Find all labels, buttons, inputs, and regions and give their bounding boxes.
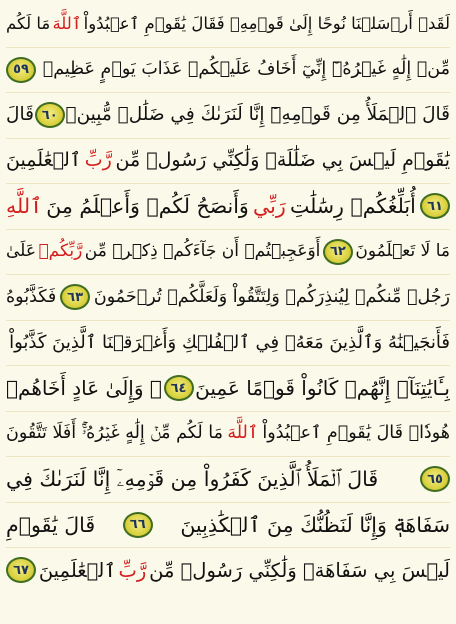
verse-text: بِـَٔايَٰتِنَآۚ إِنَّهُمۡ كَانُواْ قَوۡمًا عَمِينَ <box>195 376 450 401</box>
verse-text: قَالَ ٱلۡمَلَأُ مِن قَوۡمِهِۦٓ إِنَّا لَنَرَىٰكَ فِي ضَلَٰلٖ مُّبِينٖ <box>65 104 450 125</box>
verse-number-marker: ٥٩ <box>6 57 36 83</box>
text-line <box>6 93 450 139</box>
divine-name: ٱللَّهَ <box>227 423 259 443</box>
verse-number-marker: ٦١ <box>420 193 450 219</box>
verse-text: قَالَ <box>6 104 34 125</box>
verse-text: سَفَاهَةٖ وَإِنَّا لَنَظُنُّكَ مِنَ ٱلۡكَٰذِبِينَ <box>180 512 450 537</box>
divine-name: رَّبِّكُمۡ <box>38 241 83 262</box>
verse-text: قَالَ ٱلۡمَلَأُ ٱلَّذِينَ كَفَرُواْ مِن قَوۡمِهِۦٓ إِنَّا لَنَرَىٰكَ فِي <box>6 467 379 491</box>
text-line <box>6 184 450 230</box>
verse-text: هُودٗاۚ قَالَ يَٰقَوۡمِ ٱعۡبُدُواْ <box>262 423 450 443</box>
verse-number-marker: ٦٤ <box>164 375 194 401</box>
text-line <box>6 275 450 321</box>
divine-name: رَبِّي <box>253 194 286 218</box>
verse-number-marker: ٦٠ <box>35 102 65 128</box>
text-line <box>6 2 450 48</box>
verse-text: لَيۡسَ بِي سَفَاهَةٞ وَلَٰكِنِّي رَسُولٞ مِّن <box>149 558 450 582</box>
text-line <box>6 48 450 94</box>
verse-number-marker: ٦٦ <box>123 512 153 538</box>
divine-name: رَّبِّ <box>118 558 147 582</box>
verse-text: فَكَذَّبُوهُ <box>6 286 57 307</box>
verse-text: أُبَلِّغُكُمۡ رِسَٰلَٰتِ <box>289 194 416 218</box>
verse-text: مَا لَا تَعۡلَمُونَ <box>355 241 450 262</box>
verse-text: عَلَىٰ <box>6 241 36 262</box>
verse-text: ۞ وَإِلَىٰ عَادٍ أَخَاهُمۡ <box>6 376 162 401</box>
verse-text: قَالَ يَٰقَوۡمِ <box>6 512 96 537</box>
divine-name: ٱللَّهِ <box>6 194 43 218</box>
verse-number-marker: ٦٢ <box>323 239 353 265</box>
text-line <box>6 139 450 185</box>
verse-text: ٱلۡعَٰلَمِينَ <box>38 558 116 582</box>
verse-text: وَأَنصَحُ لَكُمۡ وَأَعۡلَمُ مِنَ <box>46 194 249 218</box>
divine-name: ٱللَّهَ <box>52 14 82 33</box>
text-line <box>6 503 450 549</box>
text-line <box>6 366 450 412</box>
text-line <box>6 230 450 276</box>
verse-text: أَوَعَجِبۡتُمۡ أَن جَآءَكُمۡ ذِكۡرٞ مِّن <box>84 241 321 262</box>
verse-number-marker: ٦٣ <box>60 284 90 310</box>
verse-text: مِّنۡ إِلَٰهٍ غَيۡرُهُۥٓ إِنِّيٓ أَخَافُ عَلَيۡكُمۡ عَذَابَ يَوۡمٍ عَظِيمٖ <box>42 59 450 79</box>
verse-text: رَجُلٖ مِّنكُمۡ لِيُنذِرَكُمۡ وَلِتَتَّقُواْ وَلَعَلَّكُمۡ تُرۡحَمُونَ <box>93 286 450 307</box>
verse-text: فَأَنجَيۡنَٰهُ وَٱلَّذِينَ مَعَهُۥ فِي ٱلۡفُلۡكِ وَأَغۡرَقۡنَا ٱلَّذِينَ كَذَّبُواْ <box>9 331 450 353</box>
divine-name: رَّبِّ <box>84 149 112 172</box>
verse-number-marker: ٦٥ <box>420 466 450 492</box>
verse-number-marker: ٦٧ <box>6 557 36 583</box>
text-line <box>6 321 450 367</box>
verse-text: مَا لَكُم مِّنۡ إِلَٰهٍ غَيۡرُهُۥٓۚ أَفَلَا تَتَّقُونَ <box>6 423 223 443</box>
verse-text: يَٰقَوۡمِ لَيۡسَ بِي ضَلَٰلَةٞ وَلَٰكِنِّي رَسُولٞ مِّن <box>115 149 450 172</box>
text-line <box>6 412 450 458</box>
verse-text: ٱلۡعَٰلَمِينَ <box>6 149 81 172</box>
text-line <box>6 457 450 503</box>
verse-text: مَا لَكُم <box>6 14 51 33</box>
text-line <box>6 548 450 593</box>
verse-text: لَقَدۡ أَرۡسَلۡنَا نُوحًا إِلَىٰ قَوۡمِهِۦ فَقَالَ يَٰقَوۡمِ ٱعۡبُدُواْ <box>83 14 450 33</box>
